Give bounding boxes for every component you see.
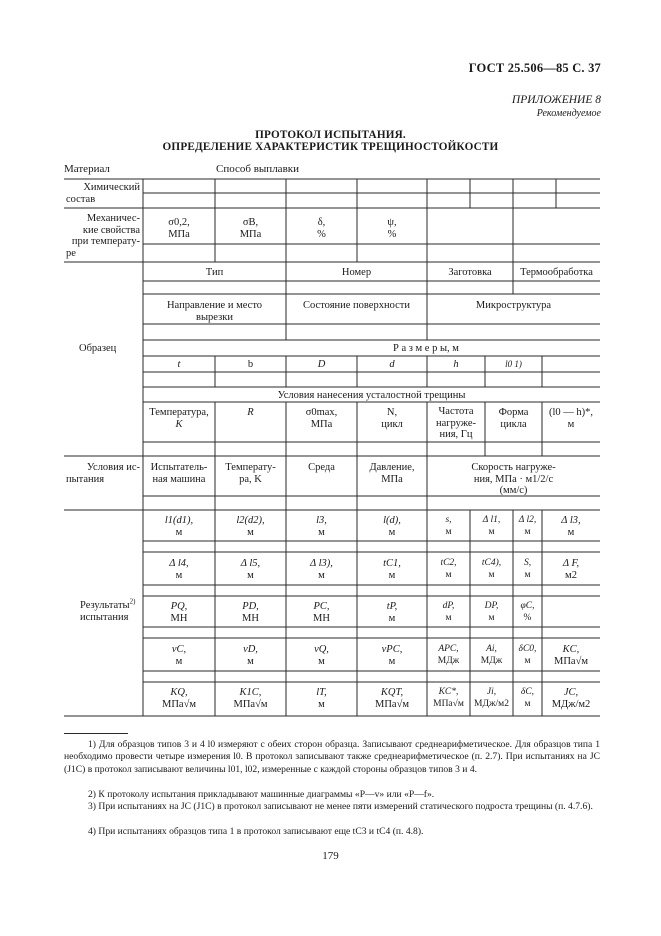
chem-line-1: Химический <box>83 182 140 193</box>
result-cell <box>215 601 286 624</box>
mech-cell-elongation <box>286 217 357 240</box>
material-label: Материал <box>64 163 110 175</box>
sample-number-header: Номер <box>341 267 372 278</box>
sample-heat-treatment-header: Термообработка <box>520 267 593 278</box>
result-cell <box>143 515 215 538</box>
result-unit: МДж/м2 <box>551 698 591 710</box>
mech-cell-tensile <box>215 217 286 240</box>
result-cell <box>427 558 470 581</box>
result-symbol: δC, <box>520 687 535 697</box>
result-unit: м <box>318 526 325 538</box>
results-line-1: Результаты <box>80 600 130 611</box>
result-unit: м <box>524 526 531 537</box>
mech-cell-yield-sym: σ0,2, <box>168 217 190 228</box>
result-cell <box>215 515 286 538</box>
result-unit: МПа√м <box>554 655 588 667</box>
result-cell <box>143 601 215 624</box>
result-unit: МПа√м <box>162 698 196 710</box>
mech-cell-reduction-sym: ψ, <box>387 217 397 228</box>
result-cell <box>215 558 286 581</box>
footnote-4: 4) При испытаниях образцов типа 1 в протокол записывают еще tC3 и tC4 (п. 4.8). <box>88 826 424 837</box>
conditions-line-2: пытания <box>66 473 105 485</box>
result-symbol: tC4), <box>481 558 502 568</box>
fatigue-frequency-line-1: Частота <box>438 406 474 417</box>
result-unit: м <box>388 569 396 581</box>
result-unit: м <box>388 526 396 538</box>
result-unit: м <box>175 569 183 581</box>
footnote-3: 3) При испытаниях на JC (J1C) в протокол записывают не менее пяти измерений статического подроста трещины (п. 4.7.6). <box>88 801 593 812</box>
fatigue-header: Условия нанесения усталостной трещины <box>277 390 466 401</box>
fatigue-l0-h-line-1: (l0 — h)*, <box>548 407 594 418</box>
result-symbol: vD, <box>243 644 258 655</box>
fatigue-l0-h <box>542 407 600 430</box>
sample-type-header: Тип <box>205 267 224 278</box>
fatigue-frequency <box>427 406 485 441</box>
cond-loading-rate-line-1: Скорость нагруже- <box>471 462 556 473</box>
cond-loading-rate-line-3: (мм/с) <box>499 485 528 496</box>
result-unit: м <box>524 655 531 666</box>
sample-direction-line-1: Направление и место <box>166 300 263 311</box>
cond-machine-line-2: ная машина <box>152 473 206 485</box>
mech-line-1: Механичес- <box>86 213 140 224</box>
result-symbol: vC, <box>171 644 187 655</box>
mech-cell-elongation-sym: δ, <box>317 217 326 228</box>
fatigue-sigma-line-2: МПа <box>310 418 333 430</box>
result-symbol: l3, <box>316 515 327 526</box>
result-symbol: s, <box>445 515 452 525</box>
fatigue-cycle-form <box>485 407 542 430</box>
cond-pressure <box>357 462 427 485</box>
result-cell <box>513 687 542 710</box>
result-unit: м <box>445 612 452 623</box>
cond-temperature <box>215 462 286 485</box>
mech-cell-reduction <box>357 217 427 240</box>
results-label <box>80 597 136 623</box>
result-cell <box>470 558 513 581</box>
result-unit: м <box>445 526 452 537</box>
result-unit: МПа√м <box>375 698 409 710</box>
result-cell <box>357 558 427 581</box>
result-unit: м <box>567 526 575 538</box>
result-cell <box>470 687 513 710</box>
result-symbol: S, <box>523 558 532 568</box>
result-symbol: Δ l4, <box>169 558 189 569</box>
result-symbol: tC1, <box>383 558 401 569</box>
result-cell <box>513 601 542 624</box>
result-cell <box>357 515 427 538</box>
result-unit: м <box>318 569 325 581</box>
cond-environment: Среда <box>308 462 335 473</box>
mech-cell-reduction-unit: % <box>387 228 397 240</box>
result-unit: м <box>488 526 495 537</box>
result-cell <box>215 644 286 667</box>
cond-loading-rate-line-2: ния, МПа · м1/2/с <box>473 473 554 485</box>
result-symbol: l(d), <box>383 515 401 526</box>
result-cell <box>286 687 357 710</box>
result-unit: м <box>247 569 254 581</box>
result-unit: м <box>524 698 531 709</box>
result-cell <box>357 687 427 710</box>
size-D: D <box>317 359 326 370</box>
fatigue-temperature <box>143 407 215 430</box>
result-symbol: tP, <box>386 601 398 612</box>
chem-composition-label <box>66 182 140 205</box>
result-symbol: JC, <box>563 687 579 698</box>
result-symbol: Δ l3), <box>310 558 333 569</box>
result-cell <box>542 644 600 667</box>
fatigue-frequency-line-2: нагруже- <box>435 417 477 429</box>
fatigue-cycle-form-line-1: Форма <box>498 407 529 418</box>
result-cell <box>427 515 470 538</box>
result-cell <box>542 558 600 581</box>
size-d: d <box>389 359 395 370</box>
result-unit: МДж <box>480 655 503 666</box>
sample-label: Образец <box>79 343 117 354</box>
fatigue-temperature-line-2: K <box>175 418 183 430</box>
result-symbol: δC0, <box>518 644 537 654</box>
result-symbol: φC, <box>520 601 535 611</box>
appendix-label: ПРИЛОЖЕНИЕ 8 <box>511 94 601 106</box>
result-unit: МПа√м <box>233 698 268 710</box>
result-unit: м <box>175 655 183 667</box>
result-unit: м <box>247 655 254 667</box>
result-cell <box>286 644 357 667</box>
result-symbol: Δ l3, <box>561 515 581 526</box>
mech-cell-tensile-sym: σB, <box>242 217 259 228</box>
results-line-2: испытания <box>80 611 129 623</box>
mech-properties-label <box>66 213 140 259</box>
fatigue-N-line-1: N, <box>386 407 398 418</box>
result-symbol: PC, <box>313 601 330 612</box>
result-symbol: Ji, <box>486 687 497 697</box>
fatigue-R: R <box>247 407 254 418</box>
size-l0: l0 1) <box>505 359 522 369</box>
result-unit: МН <box>313 612 330 624</box>
sample-direction-header <box>143 300 286 323</box>
title-line-1: ПРОТОКОЛ ИСПЫТАНИЯ. <box>255 129 406 141</box>
result-cell <box>143 558 215 581</box>
cond-pressure-line-2: МПа <box>381 473 403 485</box>
result-symbol: Δ l1, <box>482 515 501 525</box>
result-symbol: KQT, <box>380 687 404 698</box>
surface-state-header: Состояние поверхности <box>303 300 410 311</box>
mech-cell-tensile-unit: МПа <box>239 228 262 240</box>
result-cell <box>470 515 513 538</box>
mech-line-4: ре <box>66 247 76 259</box>
melting-method-label: Способ выплавки <box>216 163 299 175</box>
result-symbol: APC, <box>438 644 459 654</box>
result-unit: МДж/м2 <box>474 698 509 709</box>
result-symbol: PD, <box>242 601 259 612</box>
result-unit: м <box>445 569 452 580</box>
fatigue-temperature-line-1: Температура, <box>149 407 209 418</box>
result-symbol: vQ, <box>314 644 329 655</box>
result-unit: МН <box>170 612 188 624</box>
result-cell <box>143 687 215 710</box>
result-symbol: tC2, <box>440 558 457 568</box>
fatigue-frequency-line-3: ния, Гц <box>439 429 473 440</box>
page-number: 179 <box>322 850 339 862</box>
appendix-note: Рекомендуемое <box>536 108 601 119</box>
cond-temperature-line-2: ра, K <box>239 473 262 485</box>
result-cell <box>513 644 542 667</box>
result-unit: м <box>524 569 531 580</box>
result-symbol: Δ l2, <box>518 515 537 525</box>
result-unit: МПа√м <box>433 698 464 709</box>
footnote-separator <box>64 733 128 734</box>
mech-cell-elongation-unit: % <box>317 228 326 240</box>
result-symbol: KQ, <box>170 687 188 698</box>
fatigue-N-line-2: цикл <box>381 418 403 430</box>
fatigue-sigma-line-1: σ0max, <box>305 407 338 418</box>
result-symbol: lT, <box>316 687 327 698</box>
result-symbol: K1C, <box>239 687 262 698</box>
result-unit: МДж <box>437 655 460 666</box>
fatigue-sigma <box>286 407 357 430</box>
fatigue-cycle-form-line-2: цикла <box>500 418 527 430</box>
result-symbol: dP, <box>442 601 455 611</box>
result-symbol: l1(d1), <box>164 515 194 526</box>
mech-cell-yield <box>143 217 215 240</box>
mech-line-3: при температу- <box>71 236 140 247</box>
fatigue-l0-h-line-2: м <box>567 418 575 430</box>
footnote-2: 2) К протоколу испытания прикладывают машинные диаграммы «P—v» или «P—f». <box>88 789 435 800</box>
result-cell <box>357 644 427 667</box>
result-unit: м <box>488 612 495 623</box>
result-unit: м2 <box>565 569 577 581</box>
mech-cell-yield-unit: МПа <box>168 228 190 240</box>
result-cell <box>513 515 542 538</box>
result-symbol: l2(d2), <box>236 515 265 526</box>
result-cell <box>542 515 600 538</box>
size-b: b <box>247 359 254 370</box>
cond-loading-rate <box>427 462 600 497</box>
result-symbol: KC*, <box>438 687 459 697</box>
cond-machine <box>143 462 215 485</box>
result-symbol: Δ l5, <box>240 558 261 569</box>
conditions-label <box>66 462 140 485</box>
result-cell <box>143 644 215 667</box>
chem-line-2: состав <box>66 193 96 205</box>
result-cell <box>427 601 470 624</box>
result-cell <box>542 687 600 710</box>
result-cell <box>427 687 470 710</box>
sample-blank-header: Заготовка <box>448 267 492 278</box>
result-symbol: Ai, <box>486 644 497 654</box>
result-cell <box>470 644 513 667</box>
mech-line-2: кие свойства <box>82 224 140 236</box>
result-unit: м <box>488 569 495 580</box>
result-cell <box>286 558 357 581</box>
result-cell <box>470 601 513 624</box>
result-symbol: DP, <box>484 601 499 611</box>
result-symbol: PQ, <box>170 601 188 612</box>
result-cell <box>286 601 357 624</box>
result-symbol: Δ F, <box>562 558 580 569</box>
result-cell <box>513 558 542 581</box>
result-unit: % <box>523 612 532 623</box>
result-symbol: vPC, <box>381 644 403 655</box>
fatigue-N <box>357 407 427 430</box>
result-cell <box>215 687 286 710</box>
sizes-header: Р а з м е р ы, м <box>393 343 459 354</box>
result-cell <box>357 601 427 624</box>
cond-temperature-line-1: Температу- <box>225 462 276 473</box>
microstructure-header: Микроструктура <box>475 300 552 311</box>
results-footnote-mark: 2) <box>129 597 136 606</box>
result-symbol: KC, <box>562 644 580 655</box>
result-unit: м <box>318 698 325 710</box>
result-unit: м <box>247 526 254 538</box>
cond-pressure-line-1: Давление, <box>369 462 415 473</box>
result-unit: м <box>175 526 183 538</box>
size-h: h <box>453 359 459 370</box>
doc-reference: ГОСТ 25.506—85 С. 37 <box>468 61 601 75</box>
footnote-1: 1) Для образцов типов 3 и 4 l0 измеряют с обеих сторон образца. Записывают среднеарифметическое. Для образцов типа 1 необходимо провести четыре измерения l0. В протокол записывают также среднеарифметическое (п. 2.7). При испытаниях на JC (J1C) в протокол записывают величины l01, l02, измеренные с каждой стороны образцов типов 3 и 4. <box>64 739 600 775</box>
conditions-line-1: Условия ис- <box>86 462 140 473</box>
cond-machine-line-1: Испытатель- <box>150 462 208 473</box>
size-t: t <box>177 359 181 370</box>
result-unit: м <box>388 612 396 624</box>
result-cell <box>427 644 470 667</box>
result-unit: м <box>318 655 325 667</box>
title-line-2: ОПРЕДЕЛЕНИЕ ХАРАКТЕРИСТИК ТРЕЩИНОСТОЙКОСТИ <box>162 141 499 153</box>
result-cell <box>286 515 357 538</box>
result-unit: м <box>388 655 396 667</box>
result-unit: МН <box>242 612 259 624</box>
sample-direction-line-2: вырезки <box>196 311 233 323</box>
